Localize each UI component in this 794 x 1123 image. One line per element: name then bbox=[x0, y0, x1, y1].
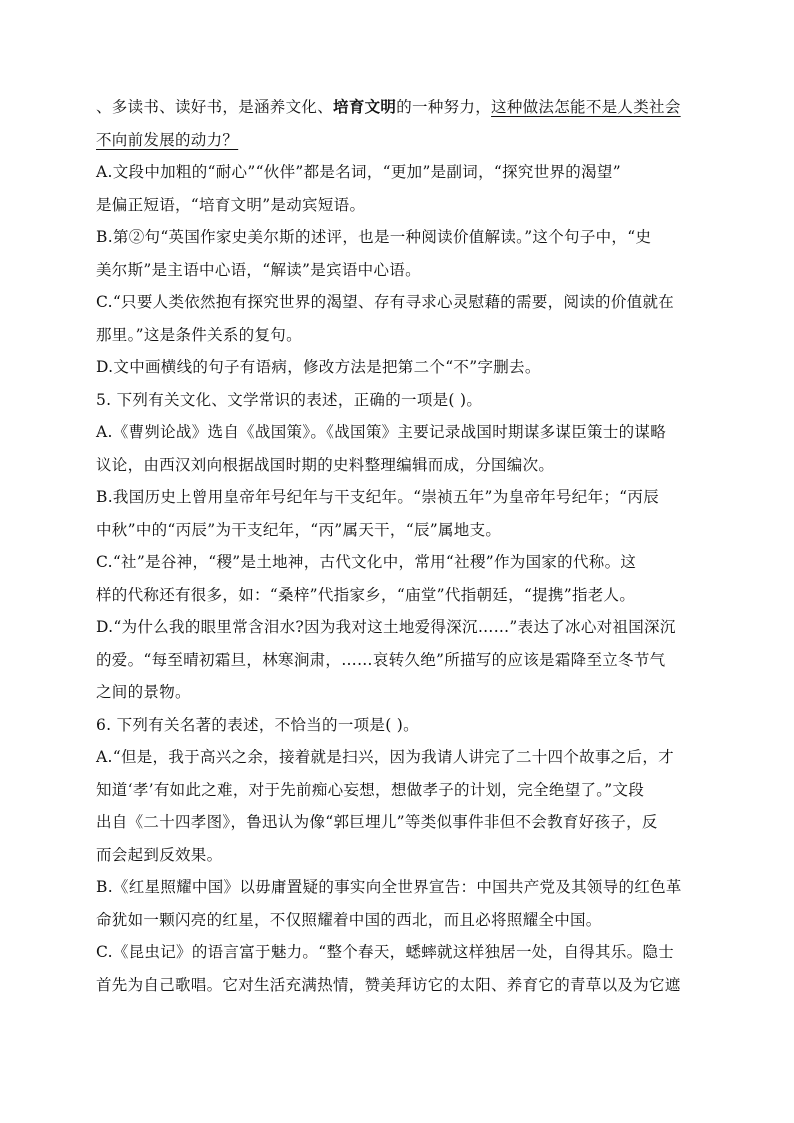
passage-continuation-line-2 bbox=[96, 124, 696, 157]
option-line: 之间的景物。 bbox=[96, 683, 191, 701]
question-6-stem: 6. 下列有关名著的表述，不恰当的一项是( )。 bbox=[96, 715, 419, 734]
q6-option-c bbox=[96, 936, 696, 1001]
underlined-sentence: 不向前发展的动力？ bbox=[96, 130, 239, 149]
q4-option-a bbox=[96, 156, 696, 221]
q5-option-b bbox=[96, 481, 696, 546]
q4-option-b bbox=[96, 221, 696, 286]
option-line: A.文段中加粗的“耐心”“伙伴”都是名词，“更加”是副词，“探究世界的渴望” bbox=[96, 163, 621, 181]
q5-option-d bbox=[96, 611, 696, 709]
option-line: C.“只要人类依然抱有探究世界的渴望、存有寻求心灵慰藉的需要，阅读的价值就在 bbox=[96, 293, 675, 311]
option-line: B.第②句“英国作家史美尔斯的述评，也是一种阅读价值解读。”这个句子中，“史 bbox=[96, 228, 652, 246]
option-line: 的爱。“每至晴初霜旦，林寒涧肃，……哀转久绝”所描写的应该是霜降至立冬节气 bbox=[96, 650, 666, 669]
q5-option-a bbox=[96, 416, 696, 481]
underlined-sentence: 这种做法怎能不是人类社会 bbox=[491, 98, 681, 116]
option-line: 出自《二十四孝图》，鲁迅认为像“郭巨埋儿”等类似事件非但不会教育好孩子，反 bbox=[96, 813, 658, 831]
option-line: A.“但是，我于高兴之余，接着就是扫兴，因为我请人讲完了二十四个故事之后，才 bbox=[96, 748, 674, 766]
option-line: C.《昆虫记》的语言富于魅力。“整个春天，蟋蟀就这样独居一处，自得其乐。隐士 bbox=[96, 943, 675, 961]
option-line: B.《红星照耀中国》以毋庸置疑的事实向全世界宣告：中国共产党及其领导的红色革 bbox=[96, 878, 682, 896]
q5-option-c bbox=[96, 546, 696, 611]
option-line: A.《曹刿论战》选自《战国策》。《战国策》主要记录战国时期谋多谋臣策士的谋略 bbox=[96, 423, 667, 441]
option-line: 那里。”这是条件关系的复句。 bbox=[96, 325, 302, 344]
option-line: 中秋”中的“丙辰”为干支纪年，“丙”属天干，“辰”属地支。 bbox=[96, 520, 502, 539]
bold-phrase: 培育文明 bbox=[333, 97, 397, 116]
option-line: 首先为自己歌唱。它对生活充满热情，赞美拜访它的太阳、养育它的青草以及为它遮 bbox=[96, 975, 681, 994]
option-line: 知道‘孝’有如此之难，对于先前痴心妄想，想做孝子的计划，完全绝望了。”文段 bbox=[96, 780, 645, 799]
option-line: B.我国历史上曾用皇帝年号纪年与干支纪年。“崇祯五年”为皇帝年号纪年；“丙辰 bbox=[96, 488, 659, 506]
option-line: 而会起到反效果。 bbox=[96, 845, 223, 864]
option-line: 是偏正短语，“培育文明”是动宾短语。 bbox=[96, 195, 366, 214]
q4-option-c bbox=[96, 286, 696, 351]
option-line: 议论，由西汉刘向根据战国时期的史料整理编辑而成，分国编次。 bbox=[96, 455, 555, 474]
option-line: D.“为什么我的眼里常含泪水?因为我对这土地爱得深沉……”表达了冰心对祖国深沉 bbox=[96, 618, 676, 636]
question-text bbox=[96, 91, 696, 1001]
option-line: C.“社”是谷神，“稷”是土地神，古代文化中，常用“社稷”作为国家的代称。这 bbox=[96, 553, 637, 571]
option-line: 命犹如一颗闪亮的红星，不仅照耀着中国的西北，而且必将照耀全中国。 bbox=[96, 910, 602, 929]
option-line: 样的代称还有很多，如：“桑梓”代指家乡，“庙堂”代指朝廷，“提携”指老人。 bbox=[96, 585, 636, 604]
q6-option-a bbox=[96, 741, 696, 871]
q6-option-b bbox=[96, 871, 696, 936]
q4-option-d bbox=[96, 351, 696, 384]
passage-text: 的一种努力， bbox=[396, 98, 492, 116]
passage-text: 、多读书、读好书，是涵养文化、 bbox=[96, 98, 334, 116]
option-line: 美尔斯”是主语中心语，“解读”是宾语中心语。 bbox=[96, 260, 421, 279]
option-line: D.文中画横线的句子有语病，修改方法是把第二个“不”字删去。 bbox=[96, 358, 541, 376]
question-5-stem: 5. 下列有关文化、文学常识的表述，正确的一项是( )。 bbox=[96, 390, 483, 409]
passage-continuation-line-1 bbox=[96, 91, 696, 124]
